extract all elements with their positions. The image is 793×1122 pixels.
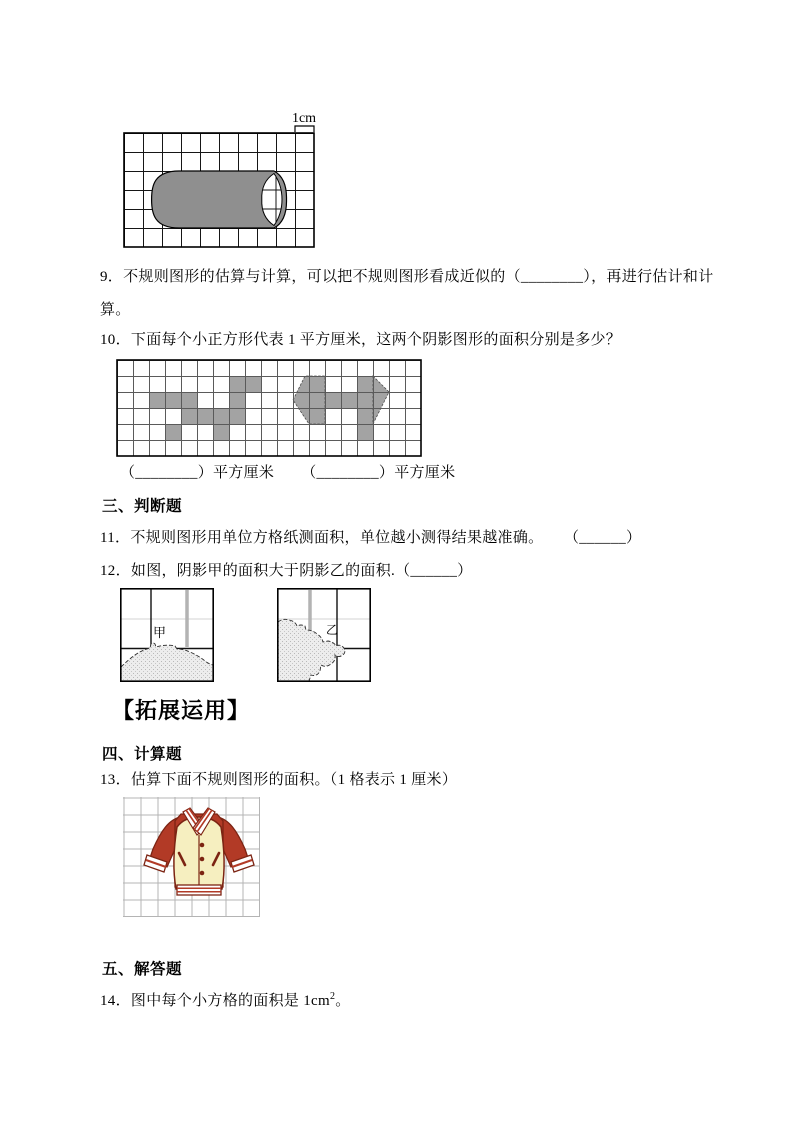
question-12 (100, 561, 472, 581)
waistband (177, 885, 221, 895)
button-2 (200, 857, 205, 862)
question-11-blank: （______） (571, 530, 642, 546)
scale-label: 1cm (291, 111, 317, 126)
button-1 (200, 843, 205, 848)
section-expand-heading: 【拓展运用】 (112, 698, 251, 723)
question-13-text: 13．估算下面不规则图形的面积。（1 格表示 1 厘米） (100, 772, 458, 788)
label-jia: 甲 (153, 625, 167, 640)
question-12-text: 12．如图，阴影甲的面积大于阴影乙的面积. (100, 563, 396, 579)
label-yi: 乙 (326, 623, 339, 637)
figure-capsule-grid (122, 105, 318, 249)
shaded-shapes-image (116, 359, 422, 457)
blob-jia-image (120, 588, 214, 682)
jacket-image (123, 797, 260, 917)
section-answer-heading: 五、解答题 (102, 961, 183, 978)
question-9-line2: 算。 (100, 302, 131, 318)
blob-yi-image (277, 588, 371, 682)
question-11 (100, 528, 641, 548)
question-14-suffix: 。 (335, 993, 351, 1009)
answer-blank-1: （________）平方厘米 (120, 465, 275, 481)
question-10-text: 10．下面每个小正方形代表 1 平方厘米，这两个阴影图形的面积分别是多少？ (100, 332, 622, 348)
scale-bracket (295, 126, 314, 132)
figure-blob-jia (120, 588, 214, 682)
question-12-blank: （______） (395, 563, 473, 579)
figure-jacket-grid (123, 797, 260, 917)
section-judge-heading: 三、判断题 (102, 498, 183, 515)
button-3 (200, 871, 205, 876)
unit-grid (117, 360, 421, 456)
answer-blank-2: （________）平方厘米 (301, 465, 456, 481)
question-9-line1: 9．不规则图形的估算与计算，可以把不规则图形看成近似的（________），再进行估计和计 (100, 269, 714, 285)
capsule-grid-image (122, 105, 318, 249)
section-calc-heading: 四、计算题 (102, 746, 183, 763)
question-10-answers (120, 463, 455, 483)
question-14-sup: 2 (329, 991, 336, 1002)
figure-blob-yi (277, 588, 371, 682)
question-14-prefix: 14．图中每个小方格的面积是 1cm (100, 993, 330, 1009)
figure-shaded-shapes (116, 359, 422, 457)
question-11-text: 11．不规则图形用单位方格纸测面积，单位越小测得结果越准确。 (100, 530, 544, 546)
question-14 (100, 991, 351, 1011)
